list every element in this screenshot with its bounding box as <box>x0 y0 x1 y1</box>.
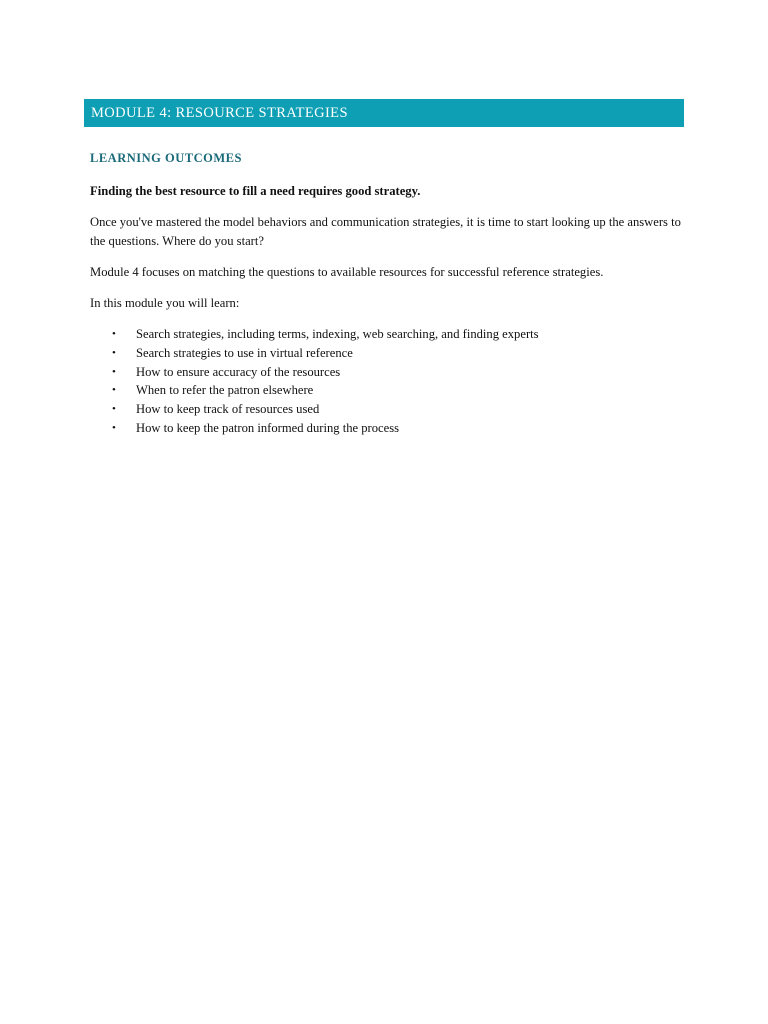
list-item-text: How to keep track of resources used <box>136 402 320 417</box>
list-item <box>112 381 539 400</box>
outcomes-list <box>112 325 539 438</box>
bullet-icon: • <box>112 328 116 340</box>
bullet-icon: • <box>112 403 116 416</box>
bullet-icon: • <box>112 346 116 359</box>
lead-statement: Finding the best resource to fill a need requires good strategy. <box>90 184 421 198</box>
list-item-text: How to ensure accuracy of the resources <box>136 364 341 379</box>
module-header-bar <box>84 99 684 127</box>
bullet-icon: • <box>112 384 116 397</box>
bullet-icon: • <box>112 421 116 434</box>
list-item-text: How to keep the patron informed during the process <box>136 420 399 435</box>
bullet-icon: • <box>112 365 116 378</box>
list-item <box>112 400 539 419</box>
module-focus-paragraph: Module 4 focuses on matching the questions to available resources for successful reference strategies. <box>90 265 604 279</box>
module-title: MODULE 4: RESOURCE STRATEGIES <box>91 105 348 122</box>
list-item-text: Search strategies, including terms, indexing, web searching, and finding experts <box>136 327 539 341</box>
learning-outcomes-heading: LEARNING OUTCOMES <box>90 151 242 165</box>
list-item <box>112 363 539 382</box>
intro-paragraph: Once you've mastered the model behaviors and communication strategies, it is time to start looking up the answers to the questions. Where do you start? <box>90 215 681 248</box>
list-item-text: When to refer the patron elsewhere <box>136 383 314 398</box>
list-item <box>112 344 539 363</box>
list-item <box>112 325 539 344</box>
list-item-text: Search strategies to use in virtual reference <box>136 345 353 360</box>
learn-intro-paragraph: In this module you will learn: <box>90 296 240 310</box>
list-item <box>112 419 539 438</box>
